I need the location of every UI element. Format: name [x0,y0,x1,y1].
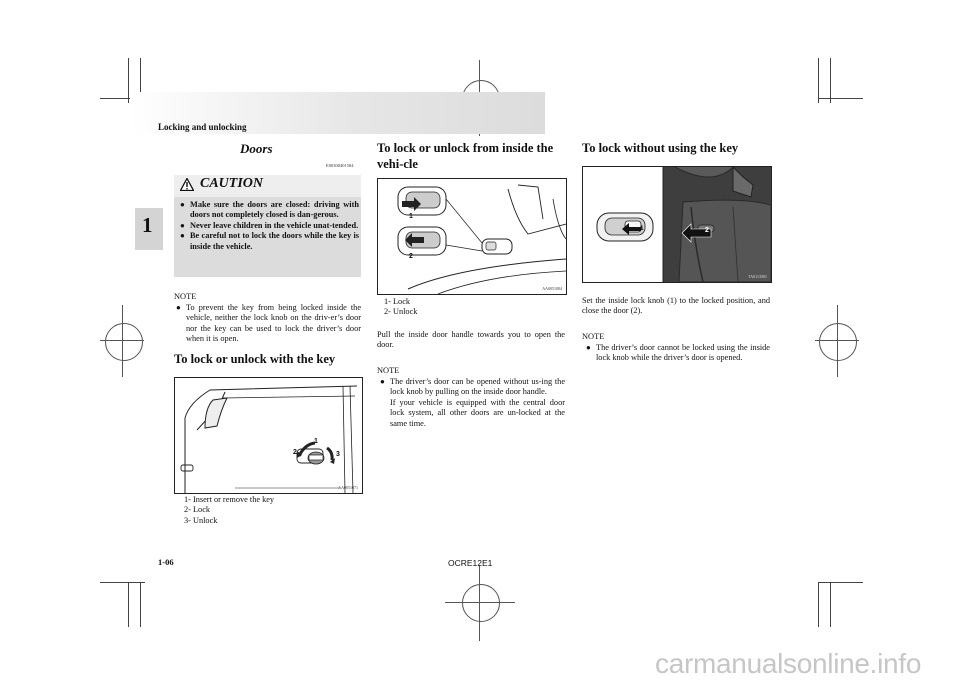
callout-2: 2 [293,449,297,456]
page-number: 1-06 [158,557,174,567]
note-label: NOTE [377,366,400,375]
document-code: OCRE12E1 [448,558,493,568]
callout-1: 1 [314,438,318,445]
figure-code: AA0051071 [338,485,358,490]
bullet-icon: ● [180,220,185,230]
list-item: 1- Insert or remove the key [184,495,275,504]
inside-handle-illustration [378,179,566,294]
watermark: carmanualsonline.info [655,648,922,679]
warning-icon [180,178,194,196]
inside-lock-heading: To lock or unlock from inside the vehi-cle [377,141,554,171]
bullet-icon: ● [180,231,185,241]
list-item: 1- Lock [384,297,411,306]
note-item: ● The driver’s door can be opened without us-ing the lock knob by pulling on the inside door handle. If your vehicle is equipped with the central door lock system, all other doors are un-locked at the same time. [380,377,565,428]
lock-without-key-figure [582,166,772,283]
callout-2: 2 [409,253,413,260]
key-lock-figure [174,377,363,494]
list-item: 2- Lock [184,505,211,515]
doors-title: Doors [240,141,273,156]
section-title: Locking and unlocking [158,122,247,132]
callout-1: 1 [409,213,413,220]
note-item: ● To prevent the key from being locked inside the vehicle, neither the lock knob on the driv-er’s door nor the key can be used to lock the driver’s door when it is open. [176,303,361,344]
chapter-number: 1 [142,213,153,237]
list-item: 2- Unlock [384,307,418,317]
callout-1: 1 [640,225,644,232]
bullet-icon: ● [586,343,591,352]
bullet-icon: ● [180,200,185,209]
callout-2: 2 [705,227,709,234]
figure-code: AA0051084 [542,286,562,291]
door-closing-illustration [583,167,771,282]
list-item: 3- Unlock [184,515,218,525]
callout-3: 3 [336,451,340,458]
caution-list [180,200,359,252]
section-code: E00300401584 [326,163,354,168]
inside-legend [384,297,417,318]
door-key-illustration [175,378,362,493]
bullet-icon: ● [176,303,181,312]
inside-paragraph: Pull the inside door handle towards you to open the door. [377,330,565,350]
inside-lock-figure [377,178,567,295]
caution-item: ● Never leave children in the vehicle unat-tended. [180,220,359,230]
note-item: ● The driver’s door cannot be locked using the inside lock knob while the driver’s door is opened. [586,343,770,363]
lock-without-key-paragraph: Set the inside lock knob (1) to the locked position, and close the door (2). [582,296,770,316]
figure-code: TA0113581 [748,274,767,279]
bullet-icon: ● [380,377,385,386]
key-legend [184,495,274,526]
caution-item: ● Be careful not to lock the doors while the key is inside the vehicle. [180,231,359,251]
note-label: NOTE [582,332,605,341]
caution-title: CAUTION [200,176,264,191]
lock-without-key-heading: To lock without using the key [582,141,739,155]
note-label: NOTE [174,292,197,301]
lock-with-key-heading: To lock or unlock with the key [174,352,336,366]
caution-item: ● Make sure the doors are closed: driving with doors not completely closed is dan-gerous. [180,200,359,220]
